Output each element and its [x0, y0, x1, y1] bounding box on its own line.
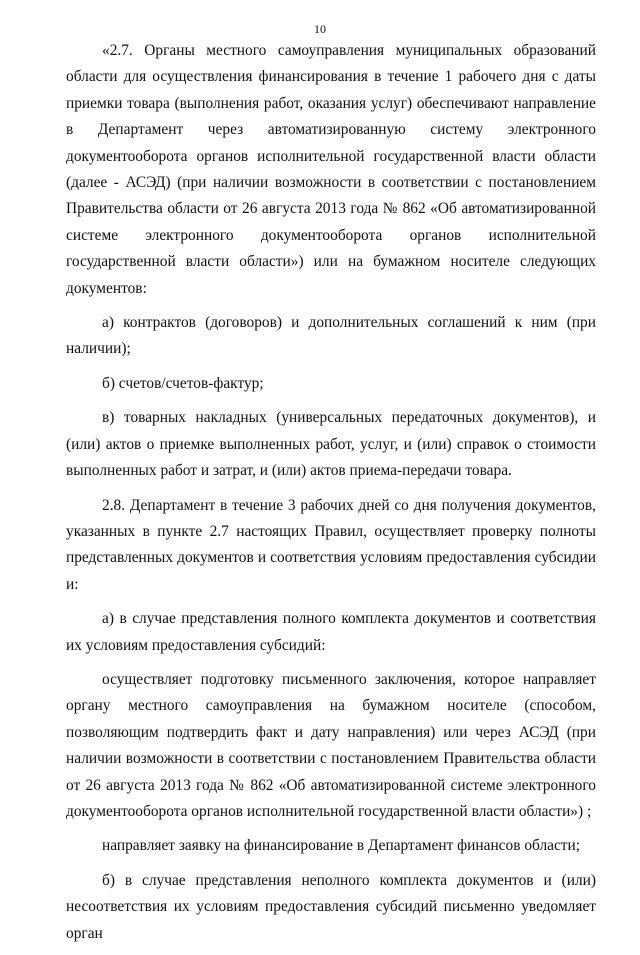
list-item-b-invoices: б) счетов/счетов-фактур; [102, 374, 264, 392]
paragraph-2-8: 2.8. Департамент в течение 3 рабочих дней со дня получения документов, указанных в пункте 2.7 настоящих Правил, осуществляет проверку полноты представленных документов и соответствия условиям предоставления субсидии и: [66, 496, 596, 593]
list-item-a-complete-set: а) в случае представления полного комплекта документов и соответствия их условиям предоставления субсидий: [66, 610, 596, 654]
page-number: 10 [314, 22, 326, 36]
paragraph-2-7: «2.7. Органы местного самоуправления муниципальных образований области для осуществления финансирования в течение 1 рабочего дня с даты приемки товара (выполнения работ, оказания услуг) обеспечивают направление в Департамент через автоматизированную систему электронного документооборота органов исполнительной государственной власти области (далее - АСЭД) (при наличии возможности в соответствии с постановлением Правительства области от 26 августа 2013 года № 862 «Об автоматизированной системе электронного документооборота органов исполнительной государственной власти области») или на бумажном носителе следующих документов: [66, 42, 596, 297]
list-item-b-incomplete-set: б) в случае представления неполного комплекта документов и (или) несоответствия их условиям предоставления субсидий письменно уведомляет орган [66, 871, 596, 942]
list-item-a-contracts: а) контрактов (договоров) и дополнительных соглашений к ним (при наличии); [66, 314, 596, 358]
paragraph-prepare-conclusion: осуществляет подготовку письменного заключения, которое направляет органу местного самоуправления на бумажном носителе (способом, позволяющим подтвердить факт и дату направления) или через АСЭД (при наличии возможности в соответствии с постановлением Правительства области от 26 августа 2013 года № 862 «Об автоматизированной системе электронного документооборота органов исполнительной государственной власти области») ; [66, 670, 596, 820]
document-body [66, 38, 596, 955]
paragraph-send-request: направляет заявку на финансирование в Департамент финансов области; [102, 837, 581, 855]
list-item-v-waybills: в) товарных накладных (универсальных передаточных документов), и (или) актов о приемке выполненных работ, услуг, и (или) справок о стоимости выполненных работ и затрат, и (или) актов приема-передачи товара. [66, 409, 596, 480]
